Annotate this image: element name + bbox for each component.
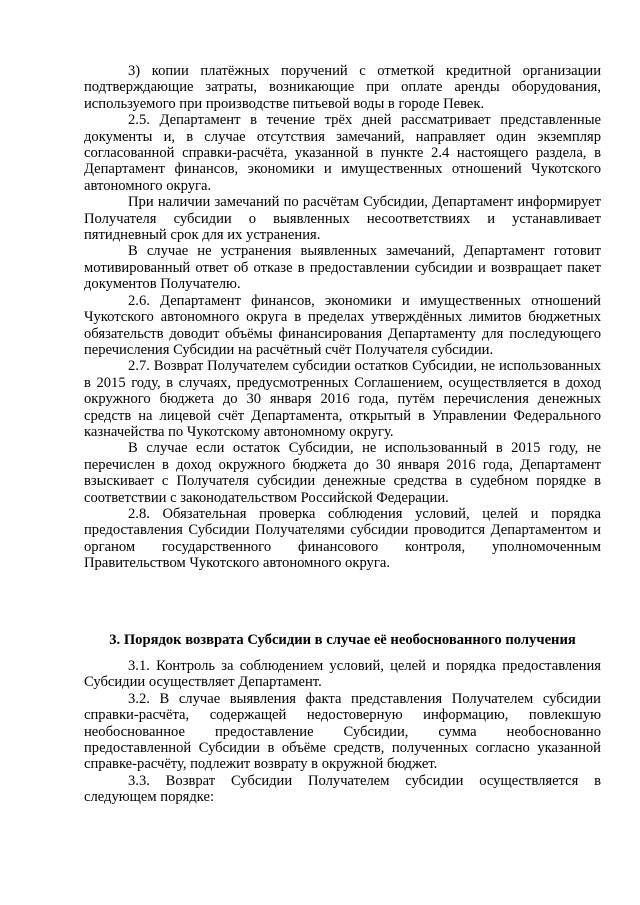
- paragraph-2-6: 2.6. Департамент финансов, экономики и имущественных отношений Чукотского автономного округа в пределах утверждённых лимитов бюджетных обязательств доводит объёмы финансирования Департаменту для последующего перечисления Субсидии на расчётный счёт Получателя субсидии.: [84, 292, 601, 358]
- paragraph-3-2: 3.2. В случае выявления факта представления Получателем субсидии справки-расчёта, содержащей недостоверную информацию, повлекшую необоснованное предоставление Субсидии, сумма необоснованно предоставленной Субсидии в объёме средств, полученных согласно указанной справке-расчёту, подлежит возврату в окружной бюджет.: [84, 690, 601, 773]
- paragraph-recovery: В случае если остаток Субсидии, не использованный в 2015 году, не перечислен в доход окружного бюджета до 30 января 2016 года, Департамент взыскивает с Получателя субсидии денежные средства в судебном порядке в соответствии с законодательством Российской Федерации.: [84, 440, 601, 506]
- section-3-body: [84, 658, 601, 806]
- paragraph-3-3: 3.3. Возврат Субсидии Получателем субсидии осуществляется в следующем порядке:: [84, 772, 601, 806]
- paragraph-3-1: 3.1. Контроль за соблюдением условий, целей и порядка предоставления Субсидии осуществляет Департамент.: [84, 658, 601, 691]
- paragraph-refusal: В случае не устранения выявленных замечаний, Департамент готовит мотивированный ответ об отказе в предоставлении субсидии и возвращает пакет документов Получателю.: [84, 243, 601, 293]
- paragraph-payment-orders: 3) копии платёжных поручений с отметкой кредитной организации подтверждающие затраты, возникающие при оплате аренды оборудования, используемого при производстве питьевой воды в городе Певек.: [84, 63, 601, 112]
- paragraph-2-8: 2.8. Обязательная проверка соблюдения условий, целей и порядка предоставления Субсидии Получателями субсидии проводится Департаментом и органом государственного финансового контроля, уполномоченным Правительством Чукотского автономного округа.: [84, 505, 601, 572]
- paragraph-2-7: 2.7. Возврат Получателем субсидии остатков Субсидии, не использованных в 2015 году, в случаях, предусмотренных Соглашением, осуществляется в доход окружного бюджета до 30 января 2016 года, путём перечисления денежных средств на лицевой счёт Департамента, открытый в Управлении Федерального казначейства по Чукотскому автономному округу.: [84, 358, 601, 440]
- paragraph-remarks: При наличии замечаний по расчётам Субсидии, Департамент информирует Получателя субсидии о выявленных несоответствиях и устанавливает пятидневный срок для их устранения.: [84, 194, 601, 244]
- section-2-continuation: [84, 63, 601, 572]
- paragraph-2-5: 2.5. Департамент в течение трёх дней рассматривает представленные документы и, в случае отсутствия замечаний, направляет один экземпляр согласованной справки-расчёта, указанной в пункте 2.4 настоящего раздела, в Департамент финансов, экономики и имущественных отношений Чукотского автономного округа.: [84, 112, 601, 194]
- section-3-heading: 3. Порядок возврата Субсидии в случае её необоснованного получения: [109, 632, 576, 648]
